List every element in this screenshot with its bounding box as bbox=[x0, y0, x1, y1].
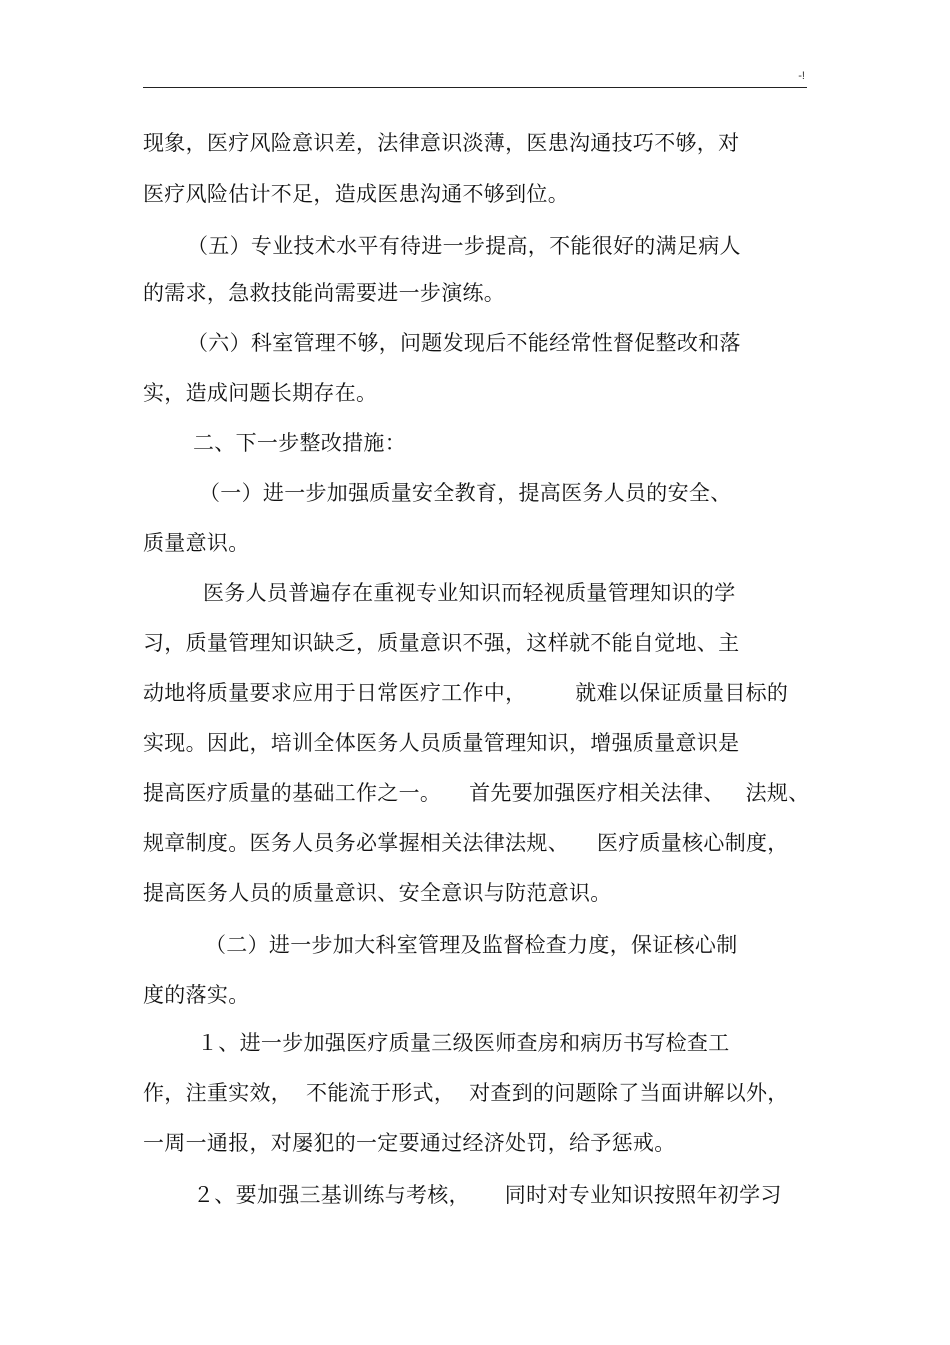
body-line-9: 质量意识。 bbox=[143, 531, 250, 555]
section-heading: 二、下一步整改措施： bbox=[193, 431, 406, 455]
body-line-6: 实，造成问题长期存在。 bbox=[143, 381, 378, 405]
body-line-2: 医疗风险估计不足，造成医患沟通不够到位。 bbox=[143, 182, 569, 206]
page-header-mark: -! bbox=[798, 70, 805, 82]
body-line-14: 提高医疗质量的基础工作之一。 首先要加强医疗相关法律、 法规、 bbox=[143, 781, 810, 805]
body-line-22: ２、要加强三基训练与考核， 同时对专业知识按照年初学习 bbox=[193, 1183, 782, 1207]
body-line-19: １、进一步加强医疗质量三级医师查房和病历书写检查工 bbox=[197, 1031, 730, 1055]
body-line-1: 现象，医疗风险意识差，法律意识淡薄，医患沟通技巧不够，对 bbox=[143, 131, 740, 155]
body-line-13: 实现。因此，培训全体医务人员质量管理知识，增强质量意识是 bbox=[143, 731, 740, 755]
body-line-17: （二）进一步加大科室管理及监督检查力度，保证核心制 bbox=[205, 933, 738, 957]
header-rule bbox=[143, 87, 807, 88]
body-line-15: 规章制度。医务人员务必掌握相关法律法规、 医疗质量核心制度， bbox=[143, 831, 789, 855]
body-line-12: 动地将质量要求应用于日常医疗工作中， 就难以保证质量目标的 bbox=[143, 681, 789, 705]
body-line-16: 提高医务人员的质量意识、安全意识与防范意识。 bbox=[143, 881, 612, 905]
body-line-21: 一周一通报，对屡犯的一定要通过经济处罚，给予惩戒。 bbox=[143, 1131, 676, 1155]
body-line-10: 医务人员普遍存在重视专业知识而轻视质量管理知识的学 bbox=[203, 581, 736, 605]
body-line-3: （五）专业技术水平有待进一步提高，不能很好的满足病人 bbox=[187, 234, 741, 258]
body-line-18: 度的落实。 bbox=[143, 983, 250, 1007]
body-line-8: （一）进一步加强质量安全教育，提高医务人员的安全、 bbox=[199, 481, 732, 505]
body-line-20: 作，注重实效， 不能流于形式， 对查到的问题除了当面讲解以外， bbox=[143, 1081, 789, 1105]
body-line-4: 的需求，急救技能尚需要进一步演练。 bbox=[143, 281, 506, 305]
body-line-11: 习，质量管理知识缺乏，质量意识不强，这样就不能自觉地、主 bbox=[143, 631, 740, 655]
body-line-5: （六）科室管理不够，问题发现后不能经常性督促整改和落 bbox=[187, 331, 741, 355]
